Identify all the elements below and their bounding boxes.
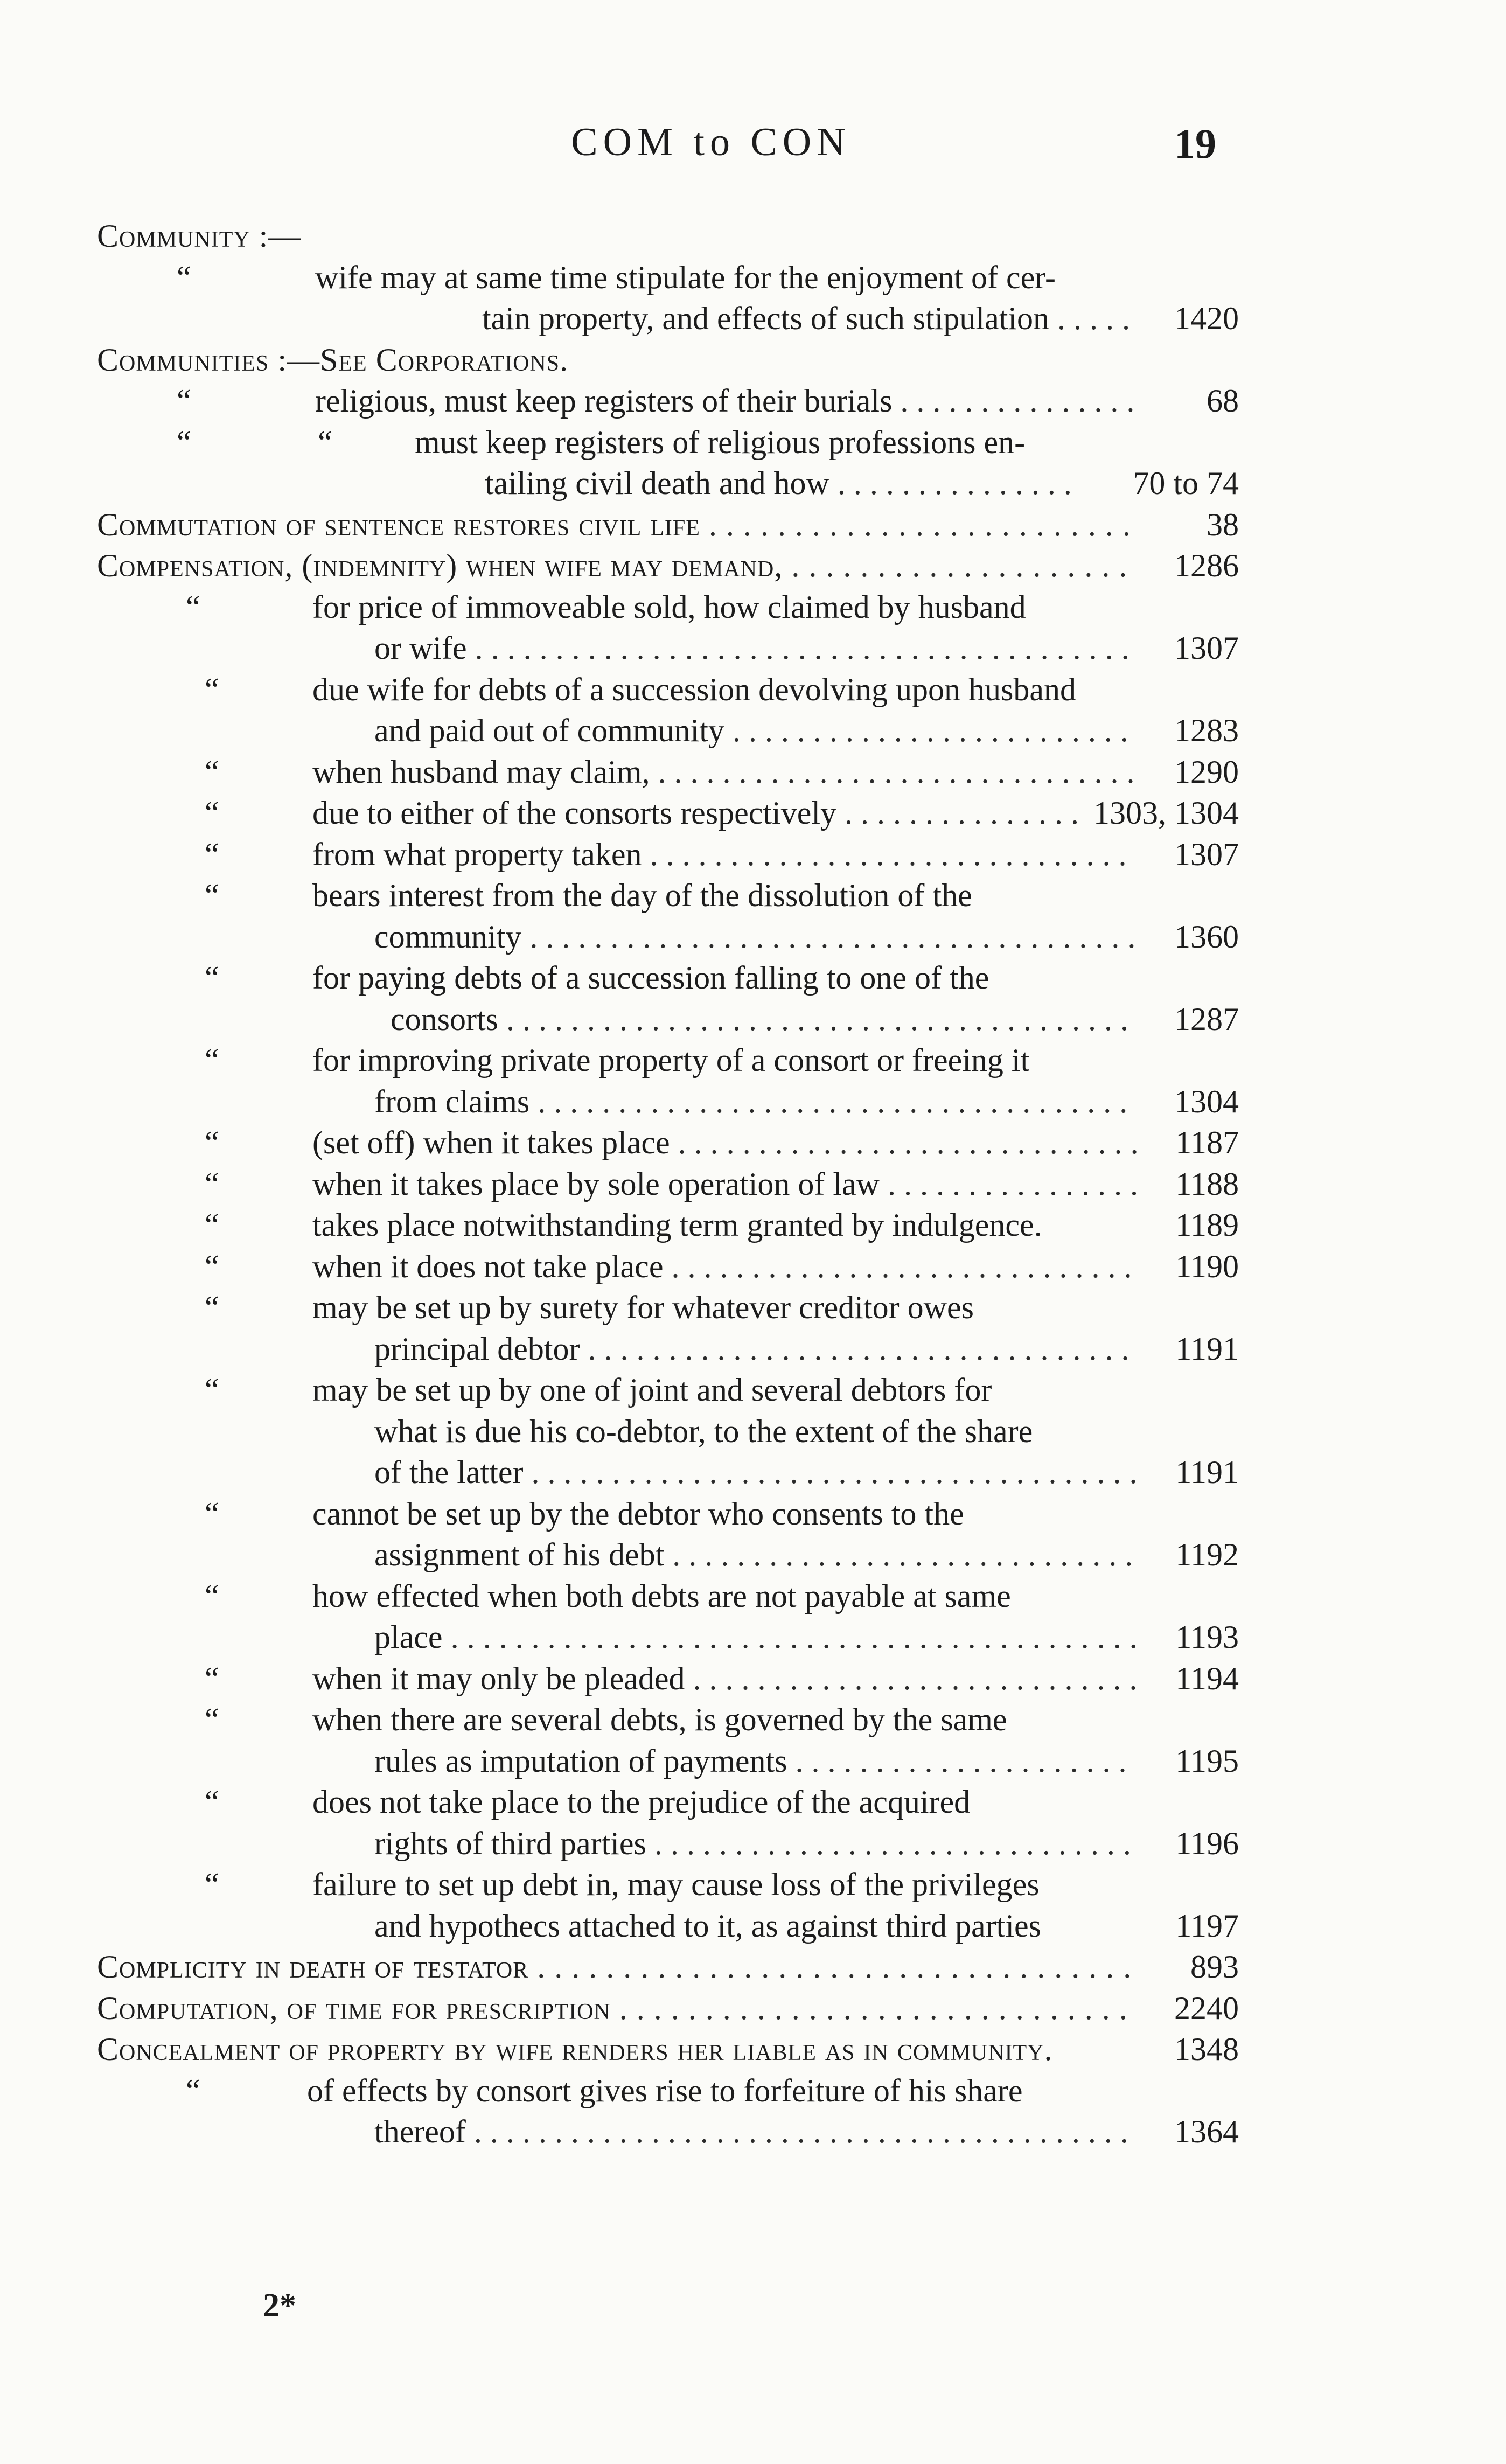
- index-heading: Compensation, (indemnity) when wife may demand, . . . 1286: [97, 545, 1239, 587]
- index-entry: “ wife may at same time stipulate for the enjoyment of cer-: [177, 259, 1056, 295]
- page-reference: 1307: [1137, 834, 1239, 875]
- index-heading: Communities :—See Corporations.: [97, 342, 569, 378]
- index-heading: Community :—: [97, 218, 302, 254]
- index-entry: “ does not take place to the prejudice of the acquired: [205, 1784, 971, 1820]
- page-reference: 893: [1137, 1946, 1239, 1988]
- page-reference: 1191: [1137, 1328, 1239, 1370]
- index-entry-continuation: tailing civil death and how . . . 70 to 74: [97, 463, 1239, 504]
- index-entry-continuation: or wife . . . 1307: [97, 628, 1239, 669]
- index-entry: “ cannot be set up by the debtor who consents to the: [205, 1495, 964, 1532]
- page-reference: 1348: [1137, 2029, 1239, 2070]
- page-reference: 1194: [1137, 1658, 1239, 1700]
- page-reference: 38: [1137, 504, 1239, 546]
- page-reference: 1307: [1137, 628, 1239, 669]
- page-reference: 1190: [1137, 1246, 1239, 1287]
- page-reference: 1283: [1137, 710, 1239, 751]
- index-entry: “ for price of immoveable sold, how claimed by husband: [186, 589, 1026, 625]
- index-heading: Complicity in death of testator . . . 893: [97, 1946, 1239, 1988]
- page-reference: 1286: [1137, 545, 1239, 587]
- page-header: [0, 120, 1506, 173]
- index-entry: “ when there are several debts, is governed by the same: [205, 1702, 1007, 1737]
- page-number: 19: [1174, 120, 1216, 167]
- index-entry-continuation: from claims . . . 1304: [97, 1081, 1239, 1123]
- index-entry-continuation: rights of third parties . . . 1196: [97, 1823, 1239, 1864]
- page-reference: 1197: [1137, 1905, 1239, 1947]
- index-entry: “ when husband may claim, . . . 1290: [97, 751, 1239, 793]
- page-reference: 1420: [1137, 298, 1239, 339]
- page-reference: 1287: [1137, 999, 1239, 1040]
- index-heading: Commutation of sentence restores civil life . . . 38: [97, 504, 1239, 546]
- index-entry: “ for improving private property of a consort or freeing it: [205, 1042, 1030, 1078]
- index-entry: “ when it takes place by sole operation of law . . . 1188: [97, 1164, 1239, 1205]
- index-entry-continuation: what is due his co-debtor, to the extent of the share: [374, 1413, 1033, 1449]
- index-entry-continuation: thereof . . . 1364: [97, 2111, 1239, 2153]
- index-entry: “ for paying debts of a succession falling to one of the: [205, 960, 989, 996]
- index-entry: “ “ must keep registers of religious professions en-: [177, 424, 1026, 460]
- page-reference: 1189: [1137, 1205, 1239, 1246]
- index-entry: “ may be set up by one of joint and several debtors for: [205, 1372, 992, 1408]
- index-entry: “ may be set up by surety for whatever creditor owes: [205, 1290, 974, 1325]
- index-entry: “ of effects by consort gives rise to forfeiture of his share: [186, 2072, 1023, 2108]
- page-reference: 1188: [1137, 1164, 1239, 1205]
- index-entry-continuation: rules as imputation of payments . . . 1195: [97, 1741, 1239, 1782]
- index-entry-continuation: of the latter . . . 1191: [97, 1452, 1239, 1493]
- page-reference: 1193: [1137, 1617, 1239, 1658]
- index-heading: Computation, of time for prescription . . . 2240: [97, 1988, 1239, 2029]
- index-entry: “ religious, must keep registers of their burials . . . 68: [97, 380, 1239, 422]
- index-entry: “ due wife for debts of a succession devolving upon husband: [205, 671, 1077, 707]
- index-entry-continuation: and paid out of community . . . 1283: [97, 710, 1239, 751]
- index-entry-continuation: principal debtor . . . 1191: [97, 1328, 1239, 1370]
- index-entry: “ how effected when both debts are not payable at same: [205, 1578, 1011, 1614]
- index-entries: [97, 215, 1239, 2153]
- index-entry: “ due to either of the consorts respectively . . . 1303, 1304: [97, 792, 1239, 834]
- page-reference: 1290: [1137, 751, 1239, 793]
- page-reference: 1192: [1137, 1534, 1239, 1576]
- index-entry: “ when it does not take place . . . 1190: [97, 1246, 1239, 1287]
- index-entry: “ when it may only be pleaded . . . 1194: [97, 1658, 1239, 1700]
- page-reference: 70 to 74: [1077, 463, 1239, 504]
- index-entry: “ from what property taken . . . 1307: [97, 834, 1239, 875]
- page-reference: 1191: [1137, 1452, 1239, 1493]
- index-entry: “ takes place notwithstanding term granted by indulgence. 1189: [97, 1205, 1239, 1246]
- running-head: COM to CON: [571, 120, 851, 164]
- page-reference: 1187: [1137, 1122, 1239, 1164]
- page-reference: 1364: [1137, 2111, 1239, 2153]
- page-reference: 1360: [1137, 916, 1239, 958]
- page-reference: 1303, 1304: [1083, 792, 1239, 834]
- page-reference: 68: [1137, 380, 1239, 422]
- index-entry-continuation: place . . . 1193: [97, 1617, 1239, 1658]
- page-reference: 1196: [1137, 1823, 1239, 1864]
- index-entry: “ failure to set up debt in, may cause loss of the privileges: [205, 1867, 1040, 1902]
- index-entry: “ (set off) when it takes place . . . 1187: [97, 1122, 1239, 1164]
- page-reference: 2240: [1137, 1988, 1239, 2029]
- index-heading: Concealment of property by wife renders her liable as in community. 1348: [97, 2029, 1239, 2070]
- index-entry: “ bears interest from the day of the dissolution of the: [205, 878, 972, 913]
- signature-mark: 2*: [263, 2287, 296, 2324]
- index-entry-continuation: consorts . . . 1287: [97, 999, 1239, 1040]
- index-entry-continuation: community . . . 1360: [97, 916, 1239, 958]
- index-entry-continuation: tain property, and effects of such stipulation . . . 1420: [97, 298, 1239, 339]
- index-entry-continuation: and hypothecs attached to it, as against third parties 1197: [97, 1905, 1239, 1947]
- index-entry-continuation: assignment of his debt . . . 1192: [97, 1534, 1239, 1576]
- page-reference: 1304: [1137, 1081, 1239, 1123]
- page-reference: 1195: [1137, 1741, 1239, 1782]
